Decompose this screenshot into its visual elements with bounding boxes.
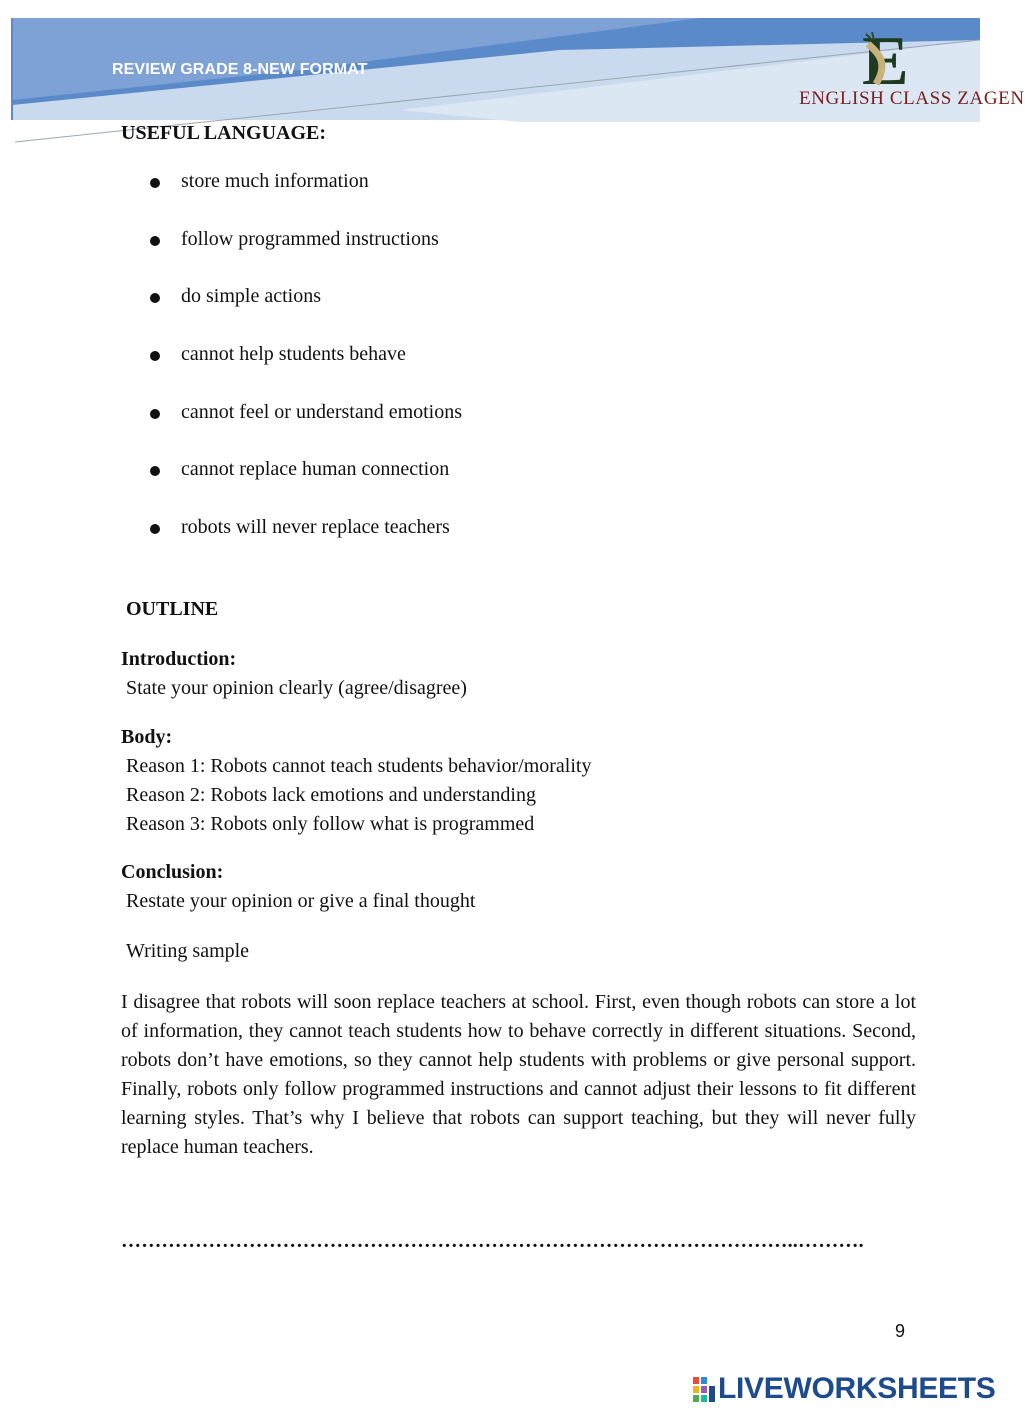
useful-language-heading: USEFUL LANGUAGE: [121, 122, 327, 144]
introduction-label: Introduction: [121, 648, 237, 670]
list-item-text: robots will never replace teachers [181, 516, 450, 539]
bullet-icon [150, 293, 160, 303]
page-number: 9 [895, 1321, 906, 1341]
outline-heading: OUTLINE [126, 598, 219, 620]
list-item-text: cannot help students behave [181, 343, 406, 366]
header-title: REVIEW GRADE 8-NEW FORMAT [112, 61, 368, 78]
outline-introduction [121, 645, 467, 703]
useful-language-list [150, 170, 462, 574]
list-item [150, 228, 462, 286]
writing-sample-text: I disagree that robots will soon replace teachers at school. First, even though robots can store a lot of information, they cannot teach students how to behave correctly in different situations. Second, robots don’t have emotions, so they cannot help students with problems or give personal support. Finally, robots only follow programmed instructions and cannot adjust their lessons to fit different learning styles. That’s why I believe that robots can support teaching, but they will never fully replace human teachers. [121, 991, 916, 1158]
logo-wordmark: ENGLISH CLASS ZAGEN [799, 88, 1025, 109]
writing-sample-label: Writing sample [126, 940, 250, 962]
answer-line[interactable]: ………………………………………………………………………………………..………. [121, 1230, 864, 1252]
list-item [150, 516, 462, 574]
liveworksheets-icon [693, 1376, 715, 1402]
introduction-line: State your opinion clearly (agree/disagree) [126, 677, 467, 699]
outline-conclusion [121, 858, 475, 916]
list-item [150, 343, 462, 401]
bullet-icon [150, 178, 160, 188]
list-item [150, 285, 462, 343]
list-item-text: store much information [181, 170, 369, 192]
body-label: Body: [121, 726, 173, 748]
list-item-text: do simple actions [181, 285, 321, 308]
bullet-icon [150, 351, 160, 361]
list-item-text: cannot replace human connection [181, 458, 450, 481]
body-reason-1: Reason 1: Robots cannot teach students behavior/morality [126, 755, 592, 777]
list-item [150, 458, 462, 516]
bullet-icon [150, 524, 160, 534]
body-reason-2: Reason 2: Robots lack emotions and understanding [126, 784, 536, 806]
conclusion-label: Conclusion: [121, 861, 224, 883]
list-item [150, 170, 462, 228]
outline-body [121, 723, 591, 839]
svg-text:E: E [862, 23, 909, 100]
liveworksheets-logo[interactable] [693, 1372, 996, 1406]
liveworksheets-wordmark: LIVEWORKSHEETS [718, 1372, 996, 1405]
conclusion-line: Restate your opinion or give a final thought [126, 890, 476, 912]
list-item-text: cannot feel or understand emotions [181, 400, 463, 423]
list-item-text: follow programmed instructions [181, 227, 439, 250]
list-item [150, 401, 462, 459]
bullet-icon [150, 466, 160, 476]
bullet-icon [150, 236, 160, 246]
body-reason-3: Reason 3: Robots only follow what is programmed [126, 813, 535, 835]
bullet-icon [150, 409, 160, 419]
logo-emblem-icon [858, 23, 918, 100]
